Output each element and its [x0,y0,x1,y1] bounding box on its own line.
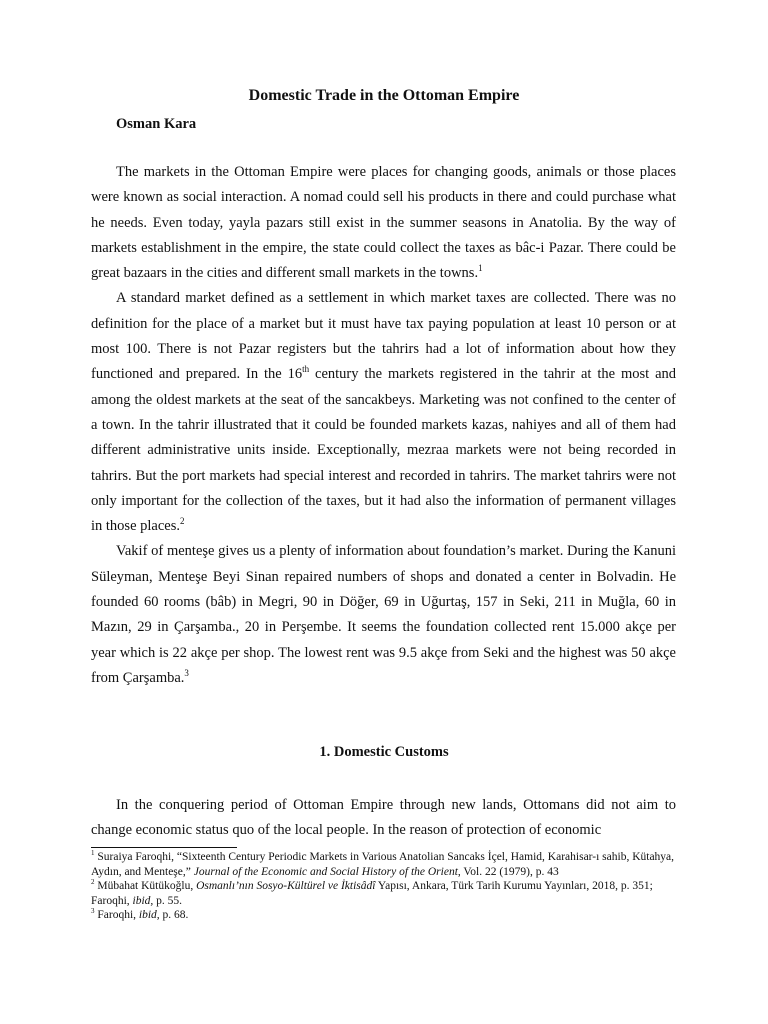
footnote-2-book-title: Osmanlı’nın Sosyo-Kültürel ve İktisâdî [196,880,376,893]
paragraph-2-text-b: century the markets registered in the tahrir at the most and among the oldest markets at the seat of the sancakbeys. Marketing was not confined to the center of a town. In the tahrir illustrated that it could be founded markets kazas, nahiyes and all of them had different administrative units inside. Exceptionally, mezraa markets were not being recorded in tahrirs. But the port markets had special interest and recorded in tahrirs. The market tahrirs were not only important for the collection of the taxes, but it had also the information of permanent villages in those places. [91,366,677,535]
footnotes [91,850,676,923]
paragraph-4-text: In the conquering period of Ottoman Empire through new lands, Ottomans did not aim to change economic status quo of the local people. In the reason of protection of economic [91,797,676,839]
paragraph-3-text: Vakif of menteşe gives us a plenty of information about foundation’s market. During the Kanuni Süleyman, Menteşe Beyi Sinan repaired numbers of shops and donated a center in Bolvadin. He founded 60 rooms (bâb) in Megri, 90 in Döğer, 69 in Uğurtaş, 157 in Seki, 211 in Muğla, 60 in Mazın, 29 in Çarşamba., 20 in Perşembe. It seems the foundation collected rent 15.000 akçe per year which is 22 akçe per shop. The lowest rent was 9.5 akçe from Seki and the highest was 50 akçe from Çarşamba. [91,543,676,686]
footnote-1-journal: Journal of the Economic and Social History of the Orient [193,865,458,878]
footnote-separator [91,847,237,848]
footnote-ref-3[interactable]: 3 [184,668,189,679]
footnote-1 [91,850,676,879]
body-text-upper [91,160,676,691]
footnote-1-number: 1 [91,849,95,858]
body-text-lower [91,793,676,844]
paragraph-4 [91,793,676,844]
footnote-2-ibid: ibid, [132,894,154,907]
footnote-3-text-a: Faroqhi, [94,909,139,922]
footnote-2-number: 2 [91,878,95,887]
footnote-2 [91,879,676,908]
ordinal-superscript: th [302,364,310,375]
paragraph-3 [91,539,676,691]
paragraph-2 [91,286,676,539]
footnote-3-text-b: p. 68. [159,909,189,922]
author-name: Osman Kara [116,116,197,132]
footnote-3-ibid: ibid, [138,909,160,922]
footnote-3-number: 3 [91,907,95,916]
footnote-ref-1[interactable]: 1 [478,263,483,274]
paragraph-2-text-a: A standard market defined as a settlement in which market taxes are collected. There was no definition for the place of a market but it must have tax paying population at least 10 person or at most 100. There is not Pazar registers but the tahrirs had a lot of information about how they functioned and prepared. In the 16 [91,290,676,383]
section-heading: 1. Domestic Customs [319,744,449,760]
footnote-2-text-a: Mübahat Kütükoğlu, [94,880,197,893]
footnote-1-text-a: Suraiya Faroqhi, “Sixteenth Century Periodic Markets in Various Anatolian Sancaks İçel, Hamid, Karahisar-ı sahib, Kütahya, Aydın, and Menteşe,” [91,851,675,878]
paragraph-1 [91,160,676,286]
paragraph-1-text: The markets in the Ottoman Empire were places for changing goods, animals or those places were known as social interaction. A nomad could sell his products in there and could purchase what he needs. Even today, yayla pazars still exist in the summer seasons in Anatolia. By the way of markets establishment in the empire, the state could collect the taxes as bâc-i Pazar. There could be great bazaars in the cities and different small markets in the towns. [91,164,676,282]
footnote-2-text-c: p. 55. [153,894,183,907]
footnote-ref-2[interactable]: 2 [180,516,185,527]
footnote-2-text-b: Yapısı, Ankara, Türk Tarih Kurumu Yayınları, 2018, p. 351; Faroqhi, [91,880,653,907]
footnote-1-text-b: , Vol. 22 (1979), p. 43 [457,865,559,878]
footnote-3 [91,908,676,923]
document-title: Domestic Trade in the Ottoman Empire [248,87,520,104]
